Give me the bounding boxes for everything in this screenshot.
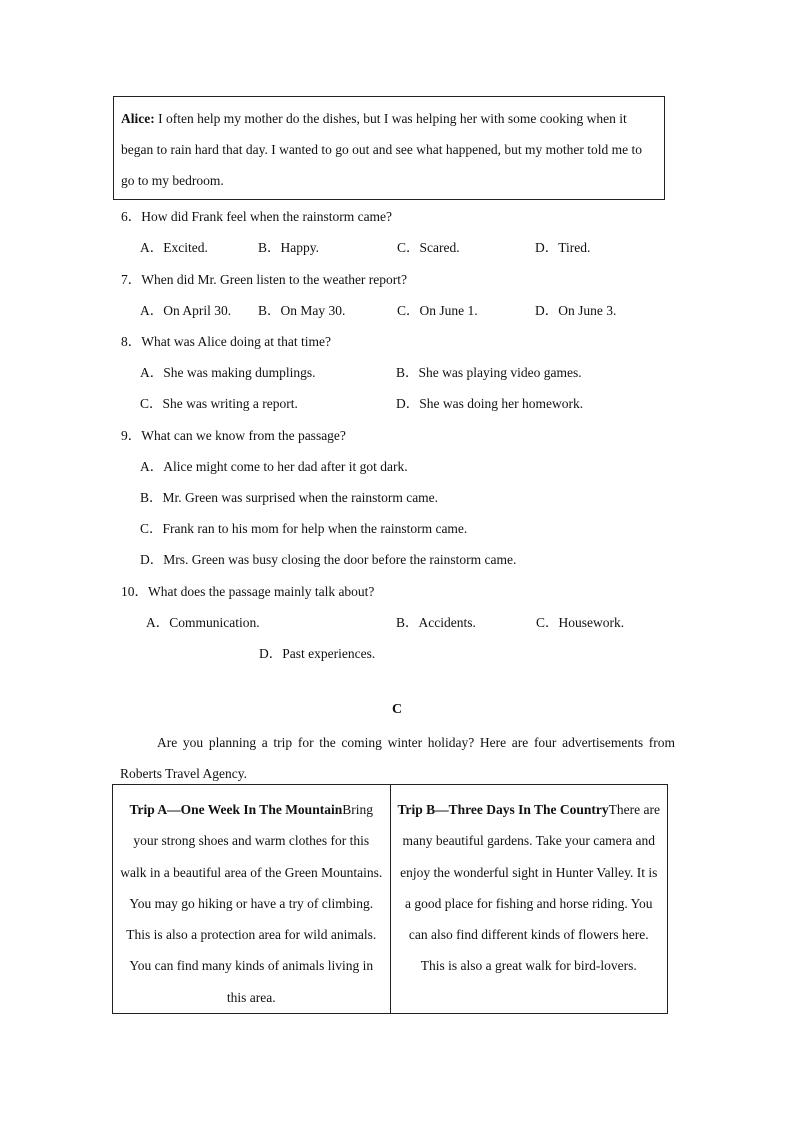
question-6-option-b[interactable]: B．Happy. [258, 240, 319, 255]
trip-a-title: Trip A—One Week In The Mountain [129, 802, 343, 817]
dialogue-speaker: Alice: [121, 111, 155, 126]
question-9-option-d[interactable]: D．Mrs. Green was busy closing the door before the rainstorm came. [140, 552, 517, 567]
section-intro: Are you planning a trip for the coming winter holiday? Here are four advertisements from Roberts Travel Agency. [120, 735, 675, 781]
question-10-option-b[interactable]: B．Accidents. [396, 615, 476, 630]
trip-a-text: Bring your strong shoes and warm clothes for this walk in a beautiful area of the Green Mountains. You may go hiking or have a try of climbing. This is also a protection area for wild animals. You can find many kinds of animals living in this area. [120, 802, 383, 1005]
question-8-option-d[interactable]: D．She was doing her homework. [396, 396, 584, 411]
trip-b-text: There are many beautiful gardens. Take your camera and enjoy the wonderful sight in Hunter Valley. It is a good place for fishing and horse riding. You can also find different kinds of flowers here. This is also a great walk for bird-lovers. [400, 802, 660, 974]
question-9-option-a[interactable]: A．Alice might come to her dad after it got dark. [140, 459, 408, 474]
section-title: C [391, 702, 403, 717]
trip-b-cell [390, 785, 668, 1013]
question-7-option-b[interactable]: B．On May 30. [258, 303, 346, 318]
question-8-stem: 8．What was Alice doing at that time? [121, 334, 331, 349]
question-6-option-c[interactable]: C．Scared. [397, 240, 460, 255]
trip-advertisements-table [112, 784, 668, 1014]
question-7-stem: 7．When did Mr. Green listen to the weather report? [121, 272, 408, 287]
dialogue-text: I often help my mother do the dishes, but I was helping her with some cooking when it began to rain hard that day. I wanted to go out and see what happened, but my mother told me to go to my bedroom. [121, 111, 642, 188]
question-9-stem: 9．What can we know from the passage? [121, 428, 346, 443]
question-10-stem: 10．What does the passage mainly talk about? [121, 584, 375, 599]
question-7-option-a[interactable]: A．On April 30. [140, 303, 232, 318]
question-10-option-a[interactable]: A．Communication. [146, 615, 260, 630]
question-9-option-b[interactable]: B．Mr. Green was surprised when the rainstorm came. [140, 490, 439, 505]
trip-b-title: Trip B—Three Days In The Country [397, 802, 609, 817]
question-10-option-c[interactable]: C．Housework. [536, 615, 625, 630]
question-7-option-d[interactable]: D．On June 3. [535, 303, 617, 318]
question-6-option-a[interactable]: A．Excited. [140, 240, 208, 255]
question-6-option-d[interactable]: D．Tired. [535, 240, 591, 255]
question-8-option-c[interactable]: C．She was writing a report. [140, 396, 298, 411]
question-8-option-b[interactable]: B．She was playing video games. [396, 365, 582, 380]
dialogue-paragraph [121, 103, 656, 196]
question-8-option-a[interactable]: A．She was making dumplings. [140, 365, 316, 380]
dialogue-box [113, 96, 665, 200]
question-10-option-d[interactable]: D．Past experiences. [259, 646, 376, 661]
question-6-stem: 6．How did Frank feel when the rainstorm came? [121, 209, 393, 224]
trip-a-cell [113, 785, 390, 1013]
question-9-option-c[interactable]: C．Frank ran to his mom for help when the rainstorm came. [140, 521, 468, 536]
question-7-option-c[interactable]: C．On June 1. [397, 303, 478, 318]
